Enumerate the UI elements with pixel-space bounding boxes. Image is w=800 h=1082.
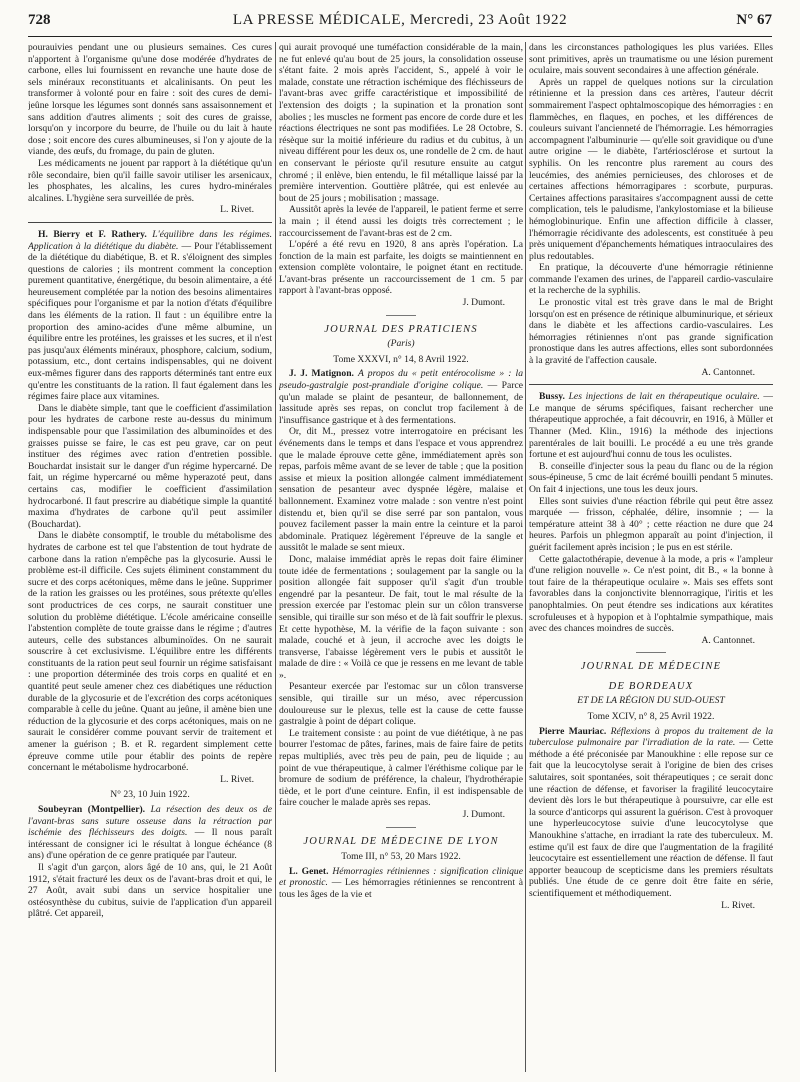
paragraph: Les médicaments ne jouent par rapport à la diététique qu'un rôle secondaire, bien qu'il faille savoir utiliser les arsenicaux, les phosphates, les alcalins, les cures hydro-minérales alcalines. L'hygiène sera surveillée de près. <box>28 157 272 204</box>
paragraph: Cette galactothérapie, devenue à la mode, a pris « l'ampleur d'une religion nouvelle ». Ce n'est point, dit B., « la bonne à tout faire de la thérapeutique oculaire ». Mais ses effets sont favorables dans la conjonctivite blennorragique, l'iritis et les panophtalmies. On peut étendre ses indications aux kératites scrofuleuses et à hypopion et à l'ophtalmie sympathique, mais avec des chances moindres de succès. <box>529 553 773 635</box>
article-abstract <box>279 866 523 901</box>
journal-heading: JOURNAL DE MÉDECINE <box>580 661 722 673</box>
article-text: — Parce qu'un malade se plaint de pesanteur, de ballonnement, de lassitude après ses repas, on conclut trop facilement à de l'insuffisance gastrique et à des fermentations. <box>279 380 523 426</box>
header-rule <box>28 36 772 37</box>
signature: A. Cantonnet. <box>701 366 755 378</box>
article-author: Pierre Mauriac. <box>539 725 607 737</box>
paragraph: Pesanteur exercée par l'estomac sur un côlon transverse sensible, qui tiraille sur un méso, avec répercussion douloureuse sur le plexus, telle est la cause de cette fausse gastralgie à point de départ colique. <box>279 681 523 728</box>
page-number: 728 <box>28 12 51 28</box>
journal-heading: JOURNAL DE MÉDECINE DE LYON <box>303 835 499 847</box>
article-title: A propos du « petit entérocolisme » : la pseudo-gastralgie post-prandiale d'origine colique. <box>279 368 523 392</box>
paragraph: Dans le diabète consomptif, le trouble du métabolisme des hydrates de carbone est tel que l'abstention de tout hydrate de carbone dans la ration n'empêche pas la glycosurie. Aussi le problème est-il difficile. Ces sujets éliminent constamment du sucre et des corps acétoniques, même dans le jeûne. Supprimer de la ration les graisses ou les protéines, sous prétexte qu'elles sont productrices de ces corps, ne saurait constituer une solution du problème diététique. L'école américaine conseille l'abstention complète de toute graisse dans le régime ; d'autres auteurs, celle des substances albuminoïdes. On ne saurait souscrire à cet exclusivisme. L'équilibre entre les différents constituants de la ration peut seul fournir un régime satisfaisant : une proportion déterminée des trois corps en qualité et en quantité peut seule amener chez ces diabétiques une réduction durable de la glycosurie et de l'excrétion des corps acétoniques comparable à celle du jeûne. Quant au jeûne, il amène bien une réduction de la glycosurie et des corps acétoniques, mais on ne saurait le considérer comme pouvant servir de traitement et amener la guérison ; B. et R. regardent simplement cette épreuve comme utile pour établir des points de repère concernant le métabolisme hydrocarboné. <box>28 530 272 774</box>
column-divider <box>525 42 526 1072</box>
article-title: La résection des deux os de l'avant-bras sans suture osseuse dans la rétraction par ischémie des fléchisseurs des doigts. <box>28 804 272 839</box>
article-text: — Pour l'établissement de la diététique du diabétique, B. et R. s'éloignent des simples questions de calories ; ils montrent comment la conception purement quantitative, énergétique, du besoin alimentaire, a été heureusement complétée par la notion des besoins alimentaires spécifiques pour l'organisme et par la notion d'états d'équilibre dans les éléments de la ration. Il faut : un équilibre entre la proportion des amino-acides d'une même albumine, un équilibre entre les protéines, les graisses et les sucres, et il n'est pas jusqu'aux éléments minéraux, phosphore, calcium, sodium, potassium, etc., dont certains indispensables, qui ne doivent eux-mêmes figurer dans des rapports déterminés tant entre eux qu'entre les constituants de la ration. Il faut également dans les régimes faire place aux vitamines. <box>28 240 272 403</box>
column-left <box>28 42 272 1078</box>
paragraph: Or, dit M., pressez votre interrogatoire en précisant les événements dans le temps et dans l'espace et vous apprendrez que le malade éprouve cette gêne, immédiatement après son repas, parfois même avant de se lever de table ; que la position assise et mieux la position allongée calment immédiatement sensation de pesanteur avec dyspnée légère, malaise et ballonnement. Examinez votre malade : son ventre n'est point distendu et, bien qu'il se dise serré par son pantalon, vous pouvez facilement passer la main entre la ceinture et la paroi abdominale. Pratiquez légèrement l'épreuve de la sangle et aussitôt le malade se sent mieux. <box>279 426 523 554</box>
signature: L. Rivet. <box>721 899 755 911</box>
article-abstract <box>28 804 272 862</box>
article-author: L. Genet. <box>289 865 329 877</box>
article-text: — Cette méthode a été préconisée par Manoukhine : elle repose sur ce fait que la leucocytolyse serait à l'origine de bien des crises salutaires, soit spontanées, soit thérapeutiques ; ce serait donc une réaction de défense, et favoriser la fragilité leucocytaire devient dès lors le but thérapeutique à poursuivre, car elle est la source d'anticorps qui assurent la guérison. C'est à provoquer une hyperleucocytose suivie d'une leucocytolyse que Manoukhine s'attache, en irradiant la rate des tuberculeux. M. estime qu'il est faux de dire que l'augmentation de la fragilité leucocytaire est essentiellement une réaction de défense. Il faut apporter beaucoup de scepticisme dans les premiers résultats publiés. Une étude de ce genre doit être faite en série, scientifiquement et méthodiquement. <box>529 737 773 899</box>
article-text: — Les hémorragies rétiniennes se rencontrent à tous les âges de la vie et <box>279 877 523 900</box>
column-right <box>529 42 773 1078</box>
issue-line: Tome XCIV, n° 8, 25 Avril 1922. <box>587 711 715 723</box>
journal-subheading: ET DE LA RÉGION DU SUD-OUEST <box>577 695 725 707</box>
article-author: H. Bierry et F. Rathery. <box>38 228 147 240</box>
paragraph: En pratique, la découverte d'une hémorragie rétinienne commande l'examen des urines, de l'appareil cardio-vasculaire et la recherche de la syphilis. <box>529 262 773 297</box>
paragraph: qui aurait provoqué une tuméfaction considérable de la main, ne fut enlevé qu'au bout de 25 jours, la consolidation osseuse s'étant faite. 2 mois après l'accident, S., appelé à voir le malade, constate une rétraction ischémique des fléchisseurs de l'avant-bras avec griffe caractéristique et impossibilité de l'extension des doigts ; la supination et la pronation sont abolies ; les muscles ne forment pas encore de corde dure et les réactions électriques ne sont pas modifiées. Le 28 Octobre, S. résèque sur la moitié inférieure du radius et du cubitus, à un niveau différent pour les deux os, une rondelle de 2 cm. de haut en conservant le périoste qu'il resuture ensuite au catgut chromé ; il enlève, bien entendu, le fil métallique laissé par la première intervention. Gouttière plâtrée, qui est enlevée au bout de 25 jours ; mobilisation ; massage. <box>279 42 523 204</box>
article-title: Hémorragies rétiniennes : signification clinique et pronostic. <box>279 865 523 889</box>
paragraph: B. conseille d'injecter sous la peau du flanc ou de la région sous-épineuse, 5 cmc de lait écrémé bouilli pendant 5 minutes. On fait 4 injections, une tous les deux jours. <box>529 460 773 495</box>
article-author: Soubeyran (Montpellier). <box>38 804 146 815</box>
section-separator <box>636 652 666 653</box>
article-text: — Le manque de sérums spécifiques, faisant rechercher une thérapeutique approchée, a fait découvrir, en 1916, à Müller et Thanner (Med. Klin., 1916) la méthode des injections parentérales de lait bouilli. Le procédé a eu une très grande fortune et est aujourd'hui connu de tous les oculistes. <box>529 391 773 461</box>
journal-place: (Paris) <box>387 338 415 350</box>
paragraph: Il s'agit d'un garçon, alors âgé de 10 ans, qui, le 21 Août 1912, s'était fracturé les deux os de l'avant-bras droit et qui, le 27 Août, avait subi dans un service hospitalier une ostéosynthèse du cubitus, suivie de l'application d'un appareil plâtré. Cet appareil, <box>28 861 272 920</box>
issue-number: N° 67 <box>736 12 772 28</box>
issue-line: N° 23, 10 Juin 1922. <box>110 789 190 801</box>
article-separator <box>529 384 773 385</box>
article-abstract <box>529 726 773 900</box>
issue-line: Tome XXXVI, n° 14, 8 Avril 1922. <box>333 353 469 365</box>
section-separator <box>386 827 416 828</box>
paragraph: Après un rappel de quelques notions sur la circulation rétinienne et la pression dans ces artères, l'auteur décrit sommairement l'aspect ophtalmoscopique des hémorragies : en flammèches, en flaques, en poches, et les différences de couleurs suivant l'ancienneté de l'hémorragie. Les hémorragies accompagnent l'albuminurie — qu'elle soit gravidique ou d'une autre origine — le diabète, l'artériosclérose et surtout la syphilis. On les rencontre plus rarement au cours des leucémies, des anémies pernicieuses, des chloroses et de certaines affections hémorragipares : scorbute, purpuras. Certaines affections parasitaires s'accompagnent aussi de cette complication, tels le paludisme, l'ankylostomiase et la bilieuse hémoglobinurique. Enfin une affection difficile à classer, l'hémorragie récidivante des adolescents, est constituée à peu près uniquement d'épanchements hématiques intraoculaires des plus redoutables. <box>529 76 773 262</box>
paragraph: Le traitement consiste : au point de vue diététique, à ne pas bourrer l'estomac de pâtes, farines, mais de faire faire de petits repas multipliés, avec très peu de pain, peu de liquide ; au point de vue thérapeutique, à calmer l'éréthisme colique par le bromure de sodium de préférence, la chaleur, l'hydrothérapie tiède, et le port d'une ceinture. Enfin, il est indispensable de faire coucher le malade après ses repas. <box>279 727 523 809</box>
article-separator <box>28 222 272 223</box>
paragraph: Donc, malaise immédiat après le repas doit faire éliminer toute idée de fermentations ; soulagement par la sangle ou la position allongée fait supposer qu'il s'agit d'un trouble engendré par la pesanteur. De fait, tout le mal résulte de la pression exercée par l'estomac plein sur un côlon transverse sensible, qui tiraille sur son méso et de là fait souffrir le plexus. Et cette hypothèse, M. la vérifie de la façon suivante : son malade, couché et à jeun, il accroche avec les doigts le transverse, l'abaisse légèrement vers le pubis et aussitôt le malade de dire : « Voilà ce que je ressens en me levant de table ». <box>279 553 523 681</box>
column-middle <box>279 42 523 1078</box>
column-divider <box>275 42 276 1072</box>
signature: L. Rivet. <box>220 773 254 785</box>
paragraph: pourauivies pendant une ou plusieurs semaines. Ces cures n'apportent à l'organisme qu'une dose modérée d'hydrates de carbone, elles lui fournissent en revanche une haute dose de sels minéraux reconstituants et alcalinisants. On peut les transformer à volonté pour en faire : soit des cures de demi-jeûne lorsque les légumes sont donnés sans assaisonnement et sans addition d'autres aliments ; soit des cures de graisse, lorsqu'on y incorpore du beurre, de l'huile ou du lait à haute dose ; soit encore des cures albumineuses, si l'on y ajoute de la viande, des œufs, du fromage, du pain de gluten. <box>28 42 272 158</box>
journal-heading: DE BORDEAUX <box>608 680 694 692</box>
article-abstract <box>279 368 523 426</box>
paragraph: dans les circonstances pathologiques les plus variées. Elles sont primitives, après un traumatisme ou une lésion purement oculaire, mais souvent secondaires à une affection générale. <box>529 42 773 77</box>
journal-title: LA PRESSE MÉDICALE, Mercredi, 23 Août 1922 <box>232 12 568 28</box>
article-text: — Il nous paraît intéressant de consigner ici le résultat à longue échéance (8 ans) d'une opération de ce genre pratiquée par l'auteur. <box>28 827 272 862</box>
article-title: Réflexions à propos du traitement de la tuberculose pulmonaire par l'irradiation de la rate. <box>529 725 773 749</box>
article-abstract <box>28 229 272 403</box>
paragraph: Aussitôt après la levée de l'appareil, le patient ferme et serre la main ; il étend aussi les doigts très correctement ; le raccourcissement de l'avant-bras est de 2 cm. <box>279 204 523 239</box>
signature: J. Dumont. <box>462 809 505 820</box>
paragraph: Elles sont suivies d'une réaction fébrile qui peut être assez marquée — frisson, céphalée, délire, insomnie ; — la température atteint 38 à 40° ; cette réaction ne dure que 24 heures. Parfois un phlegmon apparaît au point d'injection, il guérit facilement après incision ; le pus en est stérile. <box>529 495 773 553</box>
paragraph: Dans le diabète simple, tant que le coefficient d'assimilation pour les hydrates de carbone reste au-dessus du minimum indispensable pour que l'assimilation des albuminoïdes et des graisses puisse se faire, le cas est peu grave, car on peut instituer des régimes avec ration d'entretien possible. Bouchardat insistait sur le danger d'un régime hypercarné. De fait, un régime hypercarné ou même hyperazoté peut, dans certains cas, modifier le coefficient d'assimilation hydrocarboné. Il faut prescrire au diabétique simple la quantité maxima d'hydrates de carbone qu'il peut assimiler (Bouchardat). <box>28 402 272 530</box>
signature: L. Rivet. <box>220 204 254 216</box>
article-author: Bussy. <box>539 391 565 403</box>
paragraph: L'opéré a été revu en 1920, 8 ans après l'opération. La fonction de la main est parfaite, les doigts se maintiennent en extension complète volontaire, le poignet étant en rectitude. L'avant-bras présente un raccourcissement de 1 cm. 5 par rapport à l'avant-bras opposé. <box>279 239 523 297</box>
section-separator <box>386 315 416 316</box>
article-title: Les injections de lait en thérapeutique oculaire. <box>568 391 760 403</box>
article-author: J. J. Matignon. <box>289 368 354 380</box>
journal-heading: JOURNAL DES PRATICIENS <box>324 323 478 335</box>
issue-line: Tome III, n° 53, 20 Mars 1922. <box>341 851 461 863</box>
signature: J. Dumont. <box>462 297 505 309</box>
article-abstract <box>529 391 773 461</box>
signature: A. Cantonnet. <box>701 634 755 646</box>
paragraph: Le pronostic vital est très grave dans le mal de Bright lorsqu'on est en présence de rétinique albuminurique, et sérieux dans le diabète et les affections cardio-vasculaires. Les hémorragies rétiniennes n'ont pas grande signification pronostique dans les autres affections, elles sont subordonnées à la gravité de l'affection causale. <box>529 297 773 367</box>
article-title: L'équilibre dans les régimes. Application à la diététique du diabète. <box>28 228 272 252</box>
page-header <box>28 12 772 34</box>
